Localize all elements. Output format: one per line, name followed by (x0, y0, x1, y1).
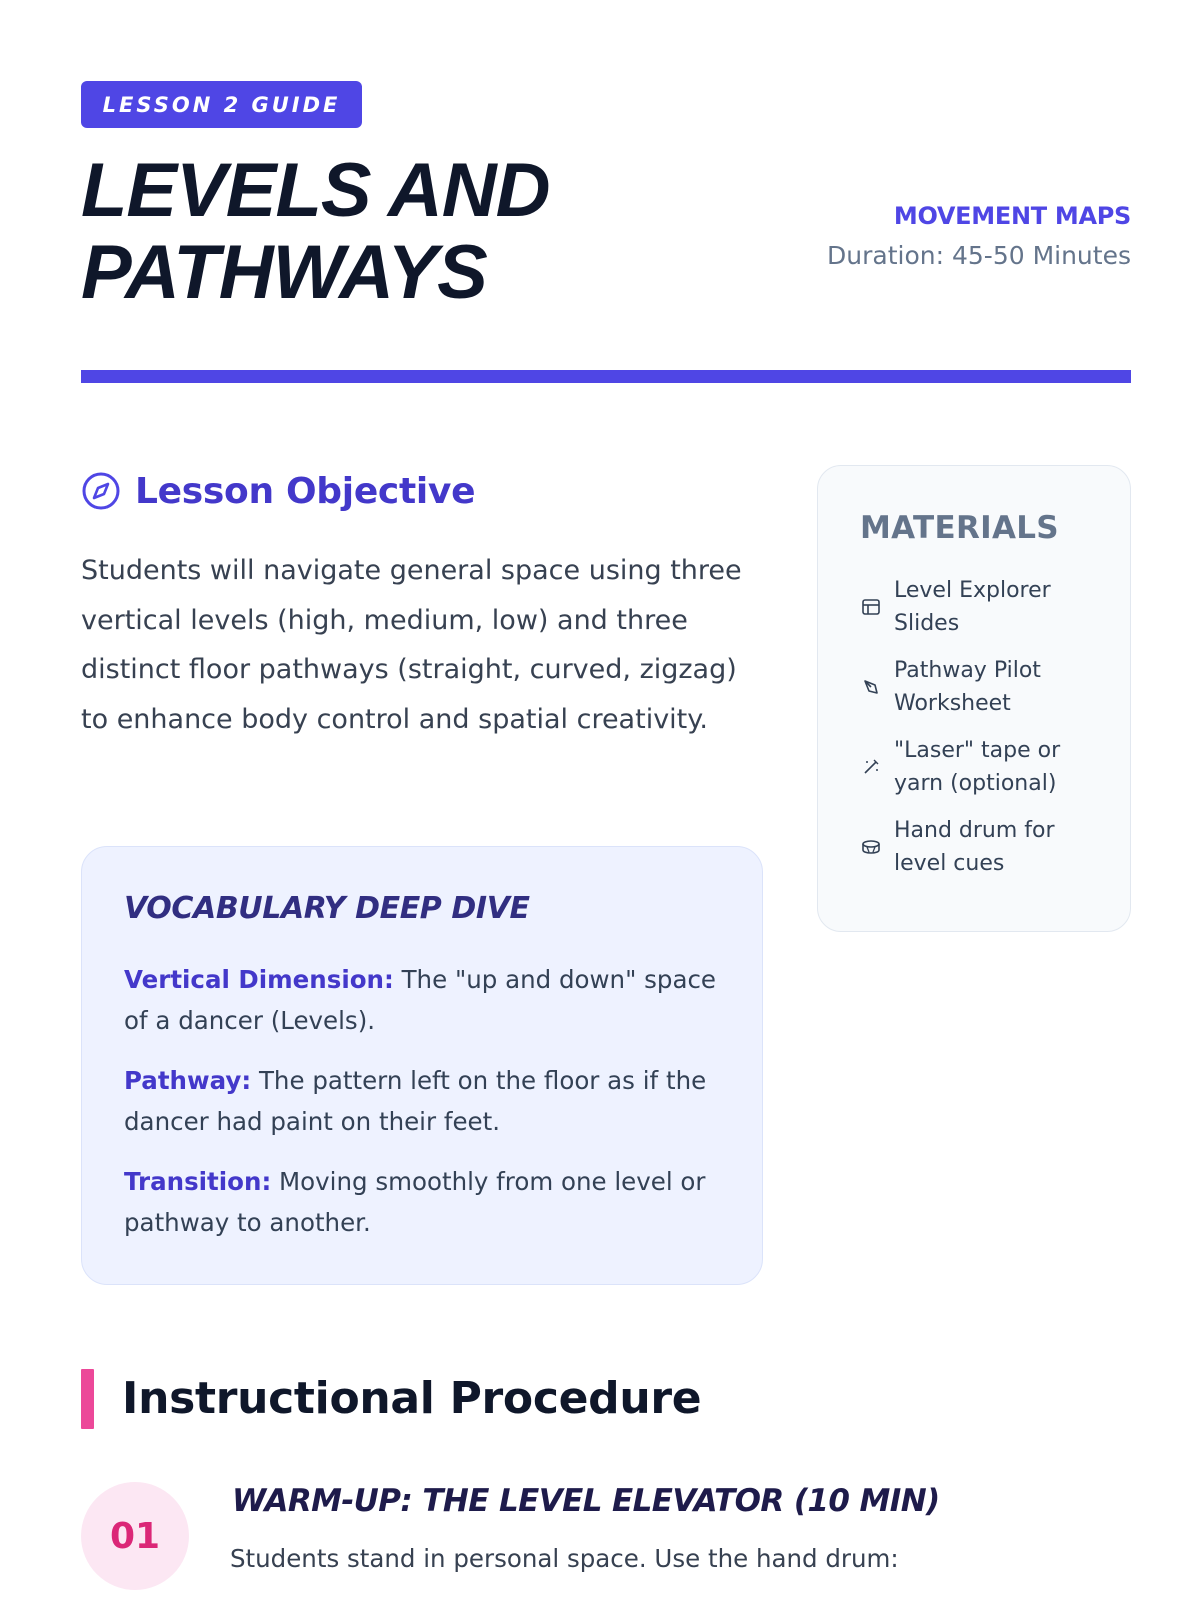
materials-card (817, 465, 1131, 932)
material-label: Hand drum for level cues (894, 818, 1055, 876)
page-title: LEVELS AND PATHWAYS (81, 148, 550, 315)
compass-icon (81, 471, 121, 511)
header-divider (81, 370, 1131, 383)
term-name: Transition: (124, 1167, 272, 1196)
lesson-meta (811, 196, 1131, 276)
material-item (860, 734, 1098, 800)
vocabulary-term (124, 960, 720, 1041)
step-number: 01 (81, 1482, 189, 1590)
material-label: Pathway Pilot Worksheet (894, 658, 1041, 716)
step-text: Students stand in personal space. Use the hand drum: (230, 1544, 899, 1573)
vocabulary-card (81, 846, 763, 1285)
vocabulary-term (124, 1061, 720, 1142)
objective-heading: Lesson Objective (135, 470, 476, 512)
slides-icon (860, 596, 882, 618)
material-item (860, 814, 1098, 880)
objective-heading-row (81, 468, 475, 514)
term-name: Vertical Dimension: (124, 965, 394, 994)
series-name: MOVEMENT MAPS (893, 202, 1131, 230)
material-label: Level Explorer Slides (894, 578, 1051, 636)
duration-text: Duration: 45-50 Minutes (827, 241, 1131, 270)
term-definition: The pattern left on the floor as if the dancer had paint on their feet. (124, 1066, 707, 1136)
material-item (860, 654, 1098, 720)
vocabulary-term (124, 1162, 720, 1243)
term-name: Pathway: (124, 1066, 252, 1095)
wand-icon (860, 756, 882, 778)
step-title: WARM-UP: THE LEVEL ELEVATOR (10 MIN) (232, 1483, 940, 1519)
term-definition: The "up and down" space of a dancer (Levels). (124, 965, 717, 1035)
procedure-accent-bar (81, 1369, 94, 1429)
material-label: "Laser" tape or yarn (optional) (894, 738, 1061, 796)
material-item (860, 574, 1098, 640)
drum-icon (860, 836, 882, 858)
objective-text: Students will navigate general space using three vertical levels (high, medium, low) and three distinct floor pathways (straight, curved, zigzag) to enhance body control and spatial creativity. (81, 555, 742, 735)
lesson-badge: LESSON 2 GUIDE (81, 81, 362, 128)
procedure-heading: Instructional Procedure (122, 1373, 702, 1424)
vocabulary-heading: VOCABULARY DEEP DIVE (124, 891, 530, 926)
term-definition: Moving smoothly from one level or pathway to another. (124, 1167, 706, 1237)
materials-heading: MATERIALS (860, 510, 1059, 546)
pencil-icon (860, 676, 882, 698)
